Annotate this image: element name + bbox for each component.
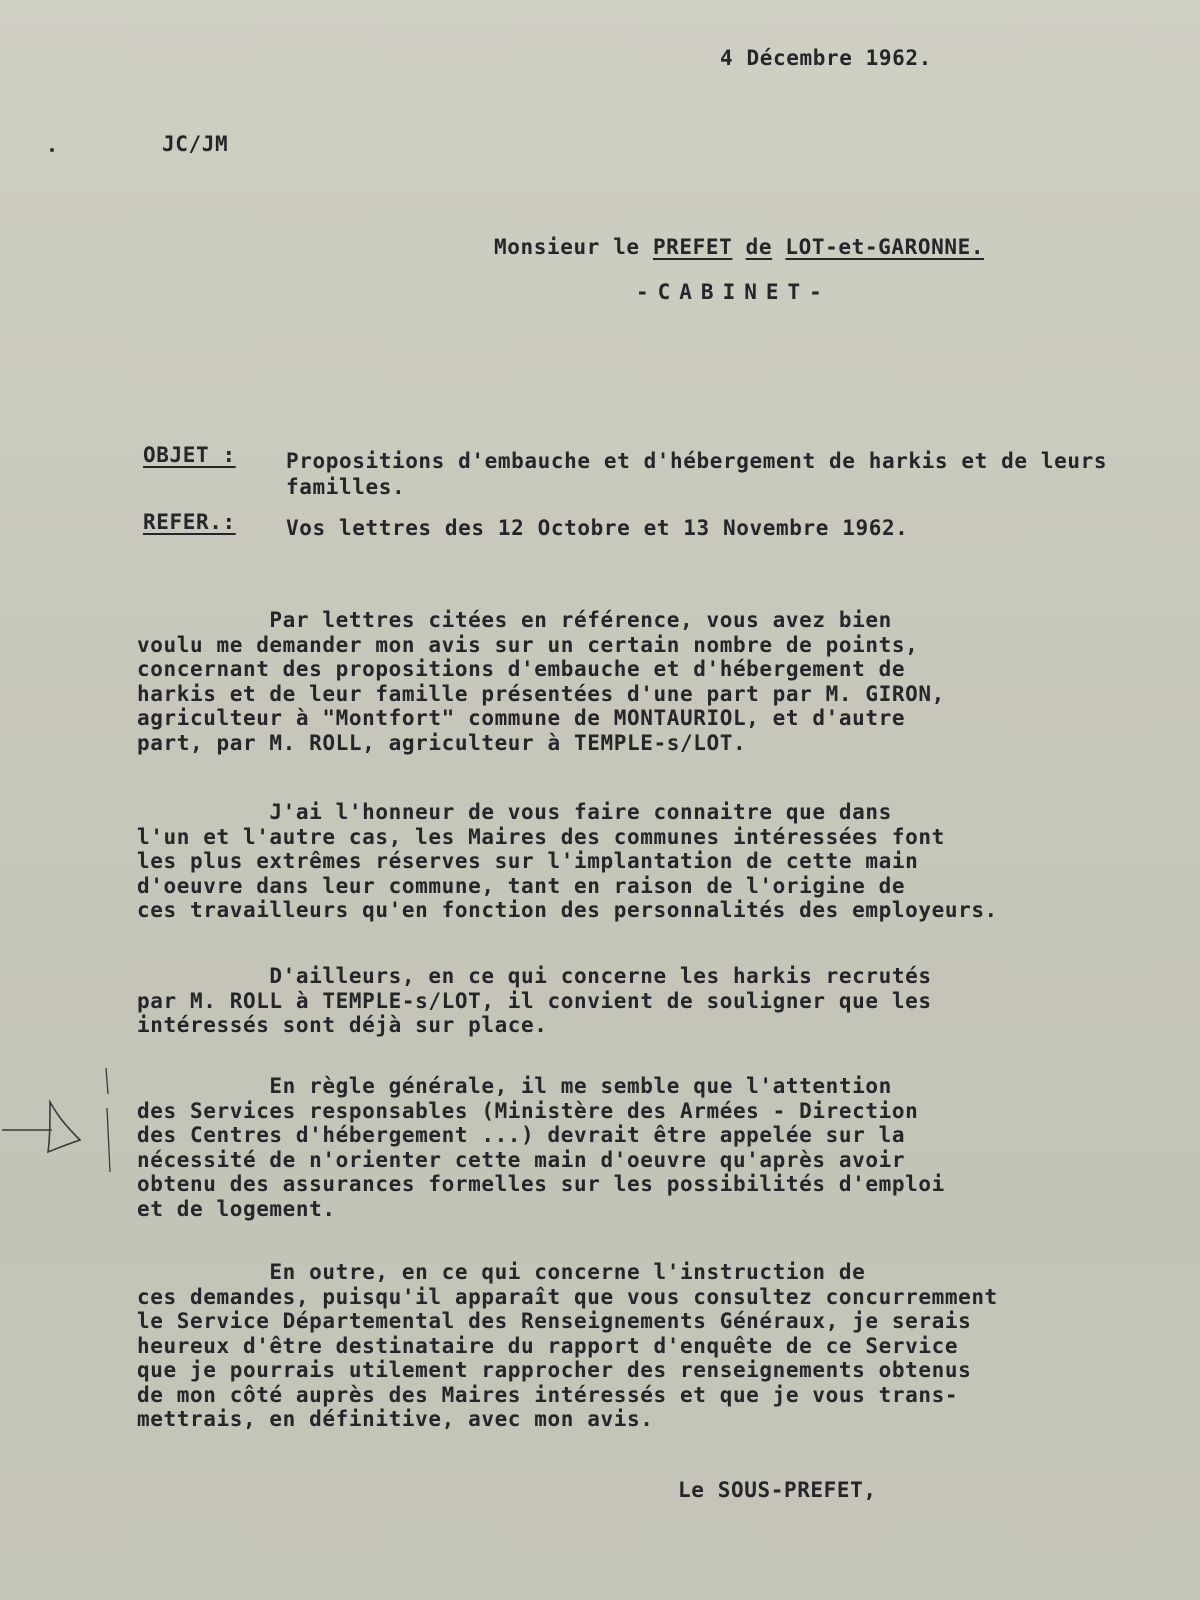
- recipient-connector: de: [745, 235, 773, 259]
- recipient-period: .: [970, 235, 985, 259]
- objet-label: OBJET :: [143, 443, 236, 467]
- body-paragraph: J'ai l'honneur de vous faire connaitre que dans l'un et l'autre cas, les Maires des communes intéressées font les plus extrêmes réserves sur l'implantation de cette main d'oeuvre dans leur commune, tant en raison de l'origine de ces travailleurs qu'en fonction des personnalités des employeurs.: [137, 800, 998, 922]
- recipient-department: LOT-et-GARONNE: [785, 235, 971, 259]
- reference-code: JC/JM: [162, 132, 229, 156]
- recipient-prefix: Monsieur le: [494, 235, 640, 259]
- signature-line: Le SOUS-PREFET,: [678, 1478, 877, 1502]
- hand-drawn-arrow-icon: [0, 1060, 120, 1190]
- recipient-service: -CABINET-: [636, 280, 831, 304]
- body-paragraph: D'ailleurs, en ce qui concerne les harkis recrutés par M. ROLL à TEMPLE-s/LOT, il convient de souligner que les intéressés sont déjà sur place.: [137, 964, 932, 1037]
- letter-date: 4 Décembre 1962.: [720, 46, 932, 70]
- refer-text: Vos lettres des 12 Octobre et 13 Novembre 1962.: [286, 516, 909, 540]
- recipient-line: [494, 235, 984, 259]
- objet-text: Propositions d'embauche et d'hébergement de harkis et de leurs familles.: [286, 449, 1108, 499]
- refer-label: REFER.:: [143, 510, 236, 534]
- stray-ink-dot: [50, 148, 54, 152]
- body-paragraph: Par lettres citées en référence, vous avez bien voulu me demander mon avis sur un certain nombre de points, concernant des propositions d'embauche et d'hébergement de harkis et de leur famille présentées d'une part par M. GIRON, agriculteur à "Montfort" commune de MONTAURIOL, et d'autre part, par M. ROLL, agriculteur à TEMPLE-s/LOT.: [137, 608, 945, 755]
- recipient-title: PREFET: [652, 235, 733, 259]
- body-paragraph: En outre, en ce qui concerne l'instruction de ces demandes, puisqu'il apparaît que vous consultez concurremment le Service Départemental des Renseignements Généraux, je serais heureux d'être destinataire du rapport d'enquête de ce Service que je pourrais utilement rapprocher des renseignements obtenus de mon côté auprès des Maires intéressés et que je vous trans- mettrais, en définitive, avec mon avis.: [137, 1260, 998, 1431]
- body-paragraph: En règle générale, il me semble que l'attention des Services responsables (Ministère des Armées - Direction des Centres d'hébergement ...) devrait être appelée sur la nécessité de n'orienter cette main d'oeuvre qu'après avoir obtenu des assurances formelles sur les possibilités d'emploi et de logement.: [137, 1074, 945, 1221]
